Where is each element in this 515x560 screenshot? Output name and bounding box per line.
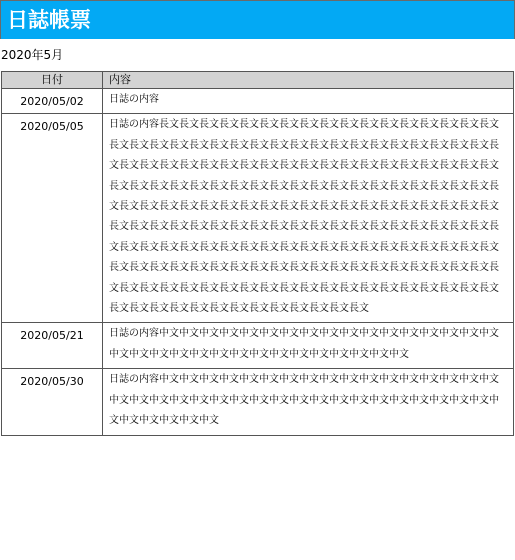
month-label: 2020年5月 xyxy=(1,48,64,62)
table-header-row xyxy=(2,72,514,89)
row-date: 2020/05/30 xyxy=(2,369,103,435)
row-content xyxy=(103,89,514,114)
row-content-text: 日誌の内容長文長文長文長文長文長文長文長文長文長文長文長文長文長文長文長文長文長文長文長文長文長文長文長文長文長文長文長文長文長文長文長文長文長文長文長文長文長文長文長文長文長文長文長文長文長文長文長文長文長文長文長文長文長文長文長文長文長文長文長文長文長文長文長文長文長文長文長文長文長文長文長文長文長文長文長文長文長文長文長文長文長文長文長文長文長文長文長文長文長文長文長文長文長文長文長文長文長文長文長文長文長文長文長文長文長文長文長文長文長文長文長文長文長文長文長文長文長文長文長文長文長文長文長文長文長文長文長文長文長文長文長文長文長文長文長文長文長文長文長文長文長文長文長文長文長文長文長文長文長文長文長文長文長文長文長文長文長文長文長文長文長文長文長文長文長文長文長文長文長文長文長文長文長文長文長文長文長文長文長文長文長文長文長文長文長文 xyxy=(109,119,499,315)
table-row xyxy=(2,114,514,323)
row-date: 2020/05/02 xyxy=(2,89,103,114)
row-content-text: 日誌の内容中文中文中文中文中文中文中文中文中文中文中文中文中文中文中文中文中文中文中文中文中文中文中文中文中文中文中文中文中文中文中文中文中文中文中文中文中文中文中文中文中文中文 xyxy=(109,374,499,427)
column-header-date: 日付 xyxy=(2,72,103,89)
row-date: 2020/05/05 xyxy=(2,114,103,323)
table-row xyxy=(2,323,514,369)
row-content-text: 日誌の内容中文中文中文中文中文中文中文中文中文中文中文中文中文中文中文中文中文中文中文中文中文中文中文中文中文中文中文中文中文中文中文中文 xyxy=(109,328,499,360)
report-title: 日誌帳票 xyxy=(0,0,515,39)
row-content xyxy=(103,369,514,435)
diary-table xyxy=(1,71,514,436)
column-header-content: 内容 xyxy=(103,72,514,89)
table-row xyxy=(2,369,514,435)
row-date: 2020/05/21 xyxy=(2,323,103,369)
table-row xyxy=(2,89,514,114)
row-content xyxy=(103,323,514,369)
row-content-text: 日誌の内容 xyxy=(109,94,159,105)
row-content xyxy=(103,114,514,323)
